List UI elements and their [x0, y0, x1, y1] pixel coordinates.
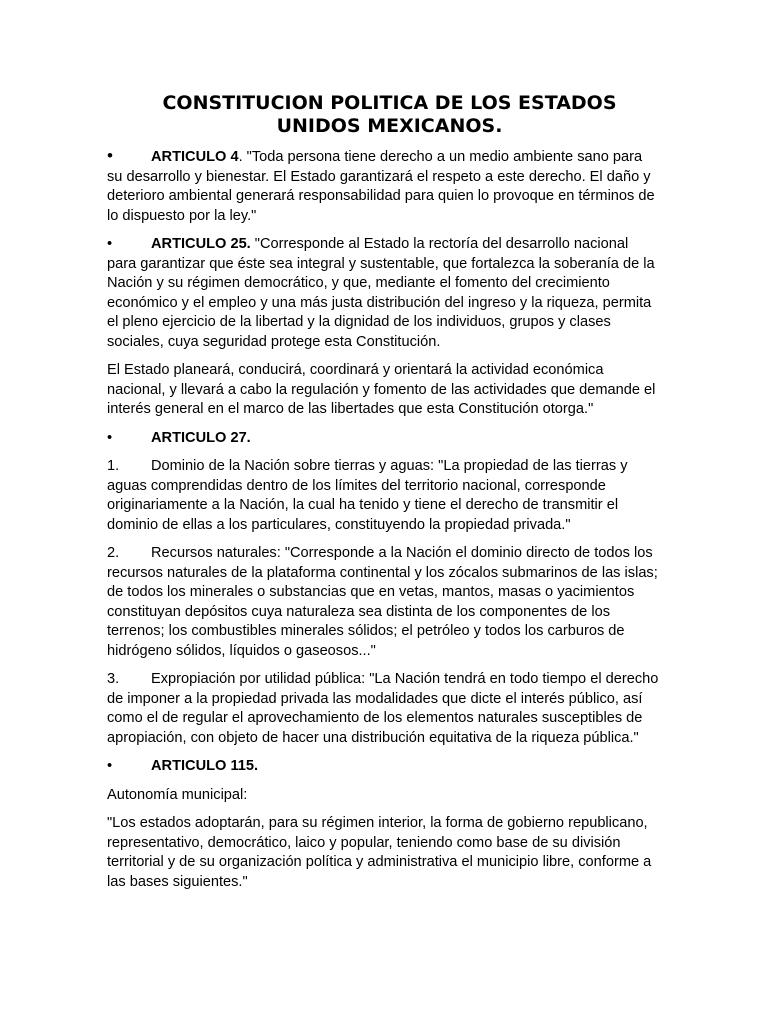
- article-27-heading: ARTICULO 27.: [151, 429, 251, 446]
- item-number: 2.: [107, 545, 120, 561]
- item-text: Expropiación por utilidad pública: "La Nación tendrá en todo tiempo el derecho de imponer a la propiedad privada las modalidades que dicte el interés público, así como el de regular el aprovechamiento de los elementos naturales susceptibles de apropiación, con objeto de hacer una distribución equitativa de la riqueza pública.": [107, 671, 659, 746]
- bullet-icon: •: [107, 236, 113, 252]
- article-25-text: "Corresponde al Estado la rectoría del desarrollo nacional para garantizar que éste sea integral y sustentable, que fortalezca la soberanía de la Nación y su régimen democrático, y que, mediante el fomento del crecimiento económico y el empleo y una más justa distribución del ingreso y la riqueza, permita el pleno ejercicio de la libertad y la dignidad de los individuos, grupos y clases sociales, cuya seguridad protege esta Constitución.: [107, 236, 655, 350]
- document-title: CONSTITUCION POLITICA DE LOS ESTADOS UNIDOS MEXICANOS.: [162, 92, 617, 137]
- item-text: Dominio de la Nación sobre tierras y aguas: "La propiedad de las tierras y aguas comprendidas dentro de los límites del territorio nacional, corresponde originariamente a la Nación, la cual ha tenido y tiene el derecho de transmitir el dominio de ellas a los particulares, constituyendo la propiedad privada.": [107, 458, 628, 533]
- article-115-text: "Los estados adoptarán, para su régimen interior, la forma de gobierno republicano, representativo, democrático, laico y popular, teniendo como base de su división territorial y de su organización política y administrativa el municipio libre, conforme a las bases siguientes.": [107, 815, 652, 890]
- article-4-text: . "Toda persona tiene derecho a un medio ambiente sano para su desarrollo y bienestar. El Estado garantizará el respeto a este derecho. El daño y deterioro ambiental generará responsabilidad para quien lo provoque en términos de lo dispuesto por la ley.": [107, 149, 655, 224]
- bullet-icon: •: [107, 758, 113, 774]
- bullet-icon: •: [107, 429, 113, 446]
- article-25-paragraph: [107, 235, 660, 352]
- article-25-paragraph-2: El Estado planeará, conducirá, coordinará y orientará la actividad económica nacional, y llevará a cabo la regulación y fomento de las actividades que demande el interés general en el marco de las libertades que esta Constitución otorga.": [107, 362, 656, 417]
- item-number: 1.: [107, 458, 120, 474]
- article-27-item-2: [107, 544, 660, 661]
- article-115-subtitle: Autonomía municipal:: [107, 786, 248, 803]
- item-number: 3.: [107, 671, 120, 687]
- article-27-item-3: [107, 670, 660, 748]
- article-25-heading: ARTICULO 25.: [151, 236, 251, 252]
- article-27-item-1: [107, 457, 660, 535]
- article-4-heading: ARTICULO 4: [151, 149, 239, 165]
- bullet-icon: •: [107, 146, 113, 165]
- article-115-heading: ARTICULO 115.: [151, 758, 259, 774]
- article-4-paragraph: [107, 146, 660, 226]
- article-27-paragraph: [107, 429, 660, 449]
- item-text: Recursos naturales: "Corresponde a la Nación el dominio directo de todos los recursos naturales de la plataforma continental y los zócalos submarinos de las islas; de todos los minerales o substancias que en vetas, mantos, masas o yacimientos constituyan depósitos cuya naturaleza sea distinta de los componentes de los terrenos; los combustibles minerales sólidos; el petróleo y todos los carburos de hidrógeno sólidos, líquidos o gaseosos...": [107, 545, 658, 659]
- article-115-paragraph: [107, 757, 660, 777]
